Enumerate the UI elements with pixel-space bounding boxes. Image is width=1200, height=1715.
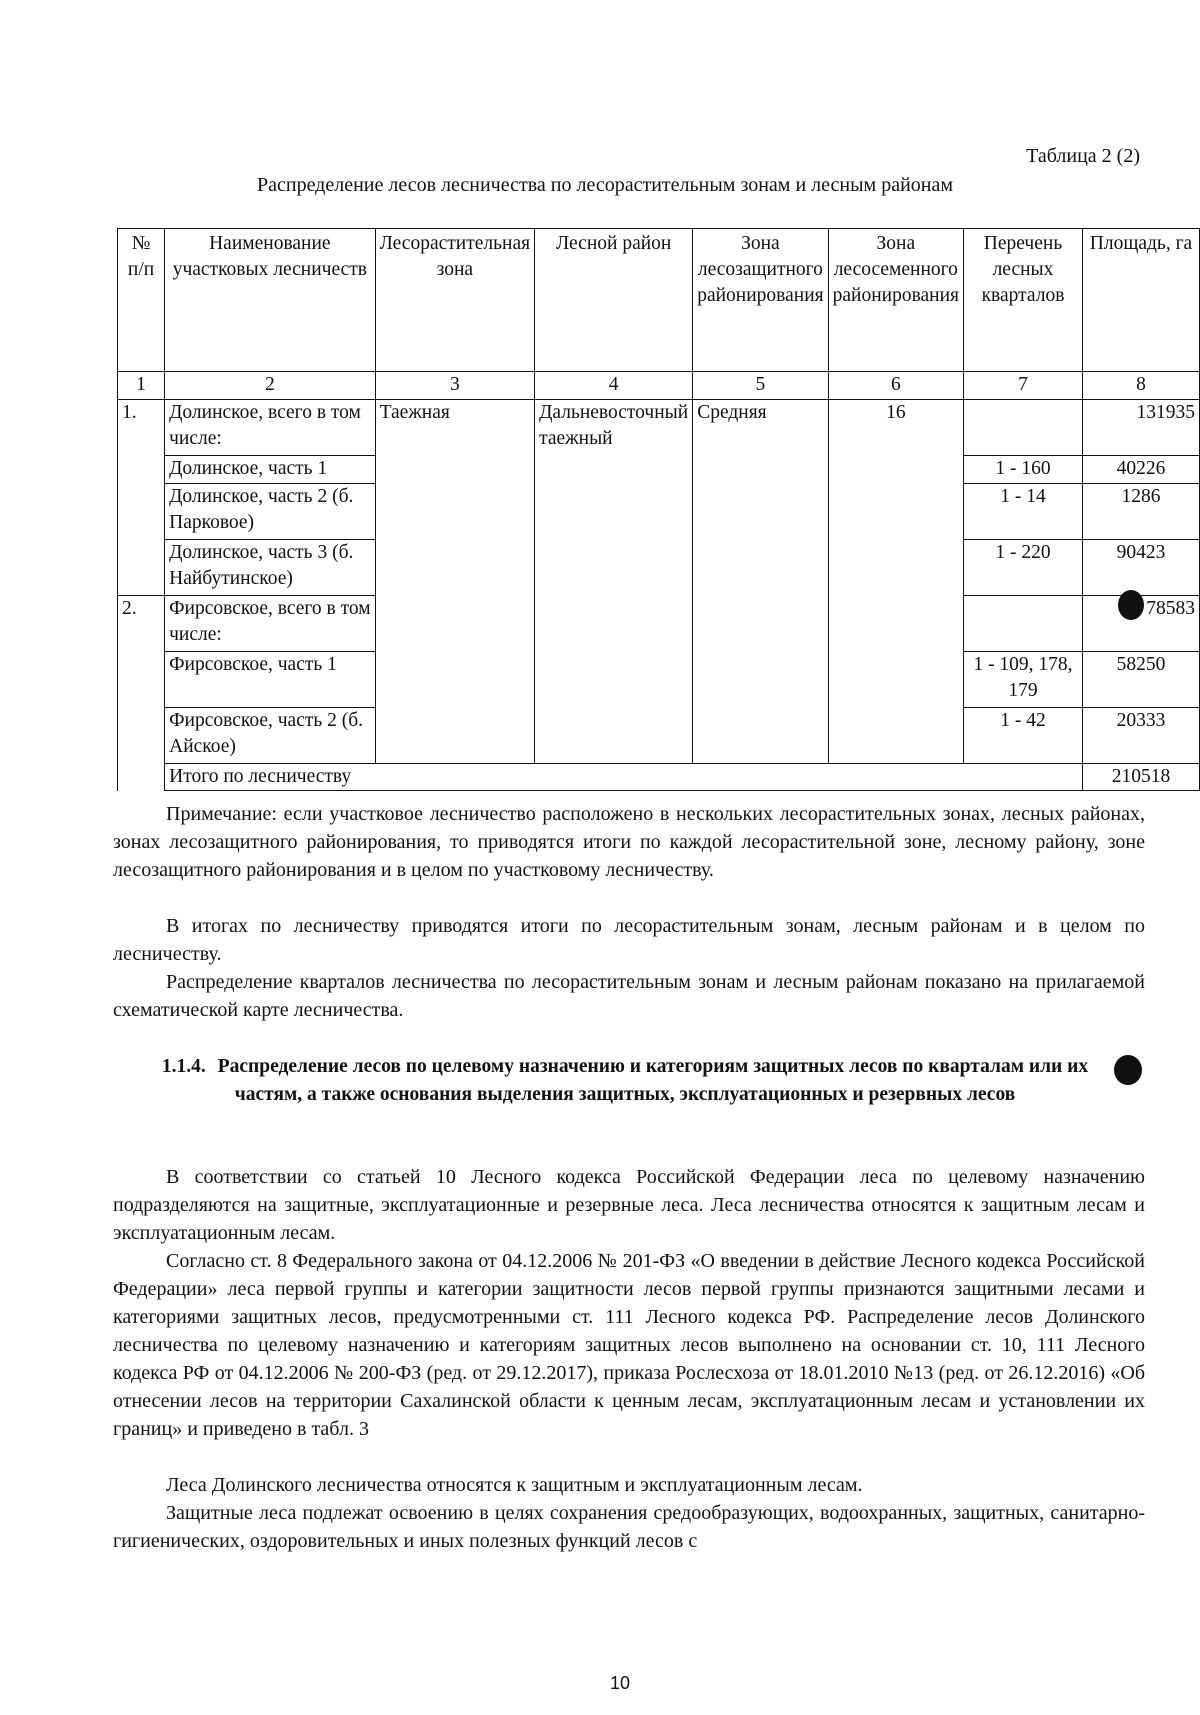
quarters-list: 1 - 109, 178, 179 <box>964 652 1083 708</box>
forestry-name: Долинское, часть 3 (б. Найбутинское) <box>165 540 375 596</box>
table-title: Распределение лесов лесничества по лесорастительным зонам и лесным районам <box>256 174 954 196</box>
seed-zone: 16 <box>828 400 963 764</box>
quarters-list <box>964 400 1083 456</box>
area-value: 40226 <box>1082 456 1199 484</box>
section-title: Распределение лесов по целевому назначению и категориям защитных лесов по кварталам или их частям, а также основания выделения защитных, эксплуатационных и резервных лесов <box>217 1056 1089 1105</box>
forest-zone: Таежная <box>375 400 535 764</box>
area-value: 58250 <box>1082 652 1199 708</box>
note-paragraph: В итогах по лесничеству приводятся итоги по лесорастительным зонам, лесным районам и в целом по лесничеству. <box>113 915 1145 965</box>
page-number: 10 <box>609 1673 631 1693</box>
total-label: Итого по лесничеству <box>165 764 1083 791</box>
column-number: 5 <box>693 372 828 400</box>
forestry-name: Долинское, всего в том числе: <box>165 400 375 456</box>
column-number: 1 <box>118 372 165 400</box>
area-total: 210518 <box>1082 764 1199 791</box>
table-row <box>118 400 1200 456</box>
section-heading <box>155 1053 1095 1109</box>
header-cell: Лесорастительная зона <box>375 229 535 372</box>
forestry-name: Фирсовское, часть 2 (б. Айское) <box>165 708 375 764</box>
quarters-list: 1 - 160 <box>964 456 1083 484</box>
header-cell: Зона лесосеменного районирования <box>828 229 963 372</box>
forest-region: Дальневосточный таежный <box>535 400 693 764</box>
row-number: 1. <box>118 400 165 596</box>
area-value: 131935 <box>1082 400 1199 456</box>
column-number: 3 <box>375 372 535 400</box>
table-header-row <box>118 229 1200 372</box>
header-cell: № п/п <box>118 229 165 372</box>
table-total-row <box>118 764 1200 791</box>
forestry-name: Фирсовское, часть 1 <box>165 652 375 708</box>
area-value: 78583 <box>1082 596 1199 652</box>
body-paragraph: Защитные леса подлежат освоению в целях сохранения средообразующих, водоохранных, защитных, санитарно-гигиенических, оздоровительных и иных полезных функций лесов с <box>113 1502 1145 1552</box>
header-cell: Площадь, га <box>1082 229 1199 372</box>
table-caption: Таблица 2 (2) <box>1026 145 1140 167</box>
section-number: 1.1.4. <box>161 1056 206 1077</box>
forestry-name: Долинское, часть 2 (б. Парковое) <box>165 484 375 540</box>
area-value: 90423 <box>1082 540 1199 596</box>
forestry-name: Долинское, часть 1 <box>165 456 375 484</box>
body-paragraph: В соответствии со статьей 10 Лесного кодекса Российской Федерации леса по целевому назначению подразделяются на защитные, эксплуатационные и резервные леса. Леса лесничества относятся к защитным лесам и эксплуатационным лесам. <box>113 1166 1145 1244</box>
header-cell: Лесной район <box>535 229 693 372</box>
area-value: 20333 <box>1082 708 1199 764</box>
quarters-list: 1 - 42 <box>964 708 1083 764</box>
column-number: 2 <box>165 372 375 400</box>
forestry-name: Фирсовское, всего в том числе: <box>165 596 375 652</box>
header-cell: Перечень лесных кварталов <box>964 229 1083 372</box>
header-cell: Наименование участковых лесничеств <box>165 229 375 372</box>
punch-hole-mark <box>1114 1055 1142 1085</box>
forest-distribution-table <box>117 228 1200 791</box>
column-number: 8 <box>1082 372 1199 400</box>
row-number: 2. <box>118 596 165 791</box>
quarters-list: 1 - 220 <box>964 540 1083 596</box>
quarters-list <box>964 596 1083 652</box>
protection-zone: Средняя <box>693 400 828 764</box>
punch-hole-mark <box>1118 590 1144 620</box>
column-number-row <box>118 372 1200 400</box>
column-number: 6 <box>828 372 963 400</box>
note-paragraph: Примечание: если участковое лесничество расположено в нескольких лесорастительных зонах, лесных районах, зонах лесозащитного районирования, то приводятся итоги по каждой лесорастительной зоне, лесному району, зоне лесозащитного районирования и в целом по участковому лесничеству. <box>113 803 1145 881</box>
quarters-list: 1 - 14 <box>964 484 1083 540</box>
body-paragraph: Леса Долинского лесничества относятся к защитным и эксплуатационным лесам. <box>166 1474 863 1496</box>
body-paragraph: Согласно ст. 8 Федерального закона от 04.12.2006 № 201-ФЗ «О введении в действие Лесного кодекса Российской Федерации» леса первой группы и категории защитности лесов первой группы признаются защитными лесами и категориями защитных лесов, предусмотренными ст. 111 Лесного кодекса РФ. Распределение лесов Долинского лесничества по целевому назначению и категориям защитных лесов выполнено на основании ст. 10, 111 Лесного кодекса РФ от 04.12.2006 № 200-ФЗ (ред. от 29.12.2017), приказа Рослесхоза от 18.01.2010 №13 (ред. от 26.12.2016) «Об отнесении лесов на территории Сахалинской области к ценным лесам, эксплуатационным лесам и установлении их границ» и приведено в табл. 3 <box>113 1250 1145 1440</box>
column-number: 7 <box>964 372 1083 400</box>
note-paragraph: Распределение кварталов лесничества по лесорастительным зонам и лесным районам показано на прилагаемой схематической карте лесничества. <box>113 971 1145 1021</box>
column-number: 4 <box>535 372 693 400</box>
header-cell: Зона лесозащитного районирования <box>693 229 828 372</box>
area-value: 1286 <box>1082 484 1199 540</box>
